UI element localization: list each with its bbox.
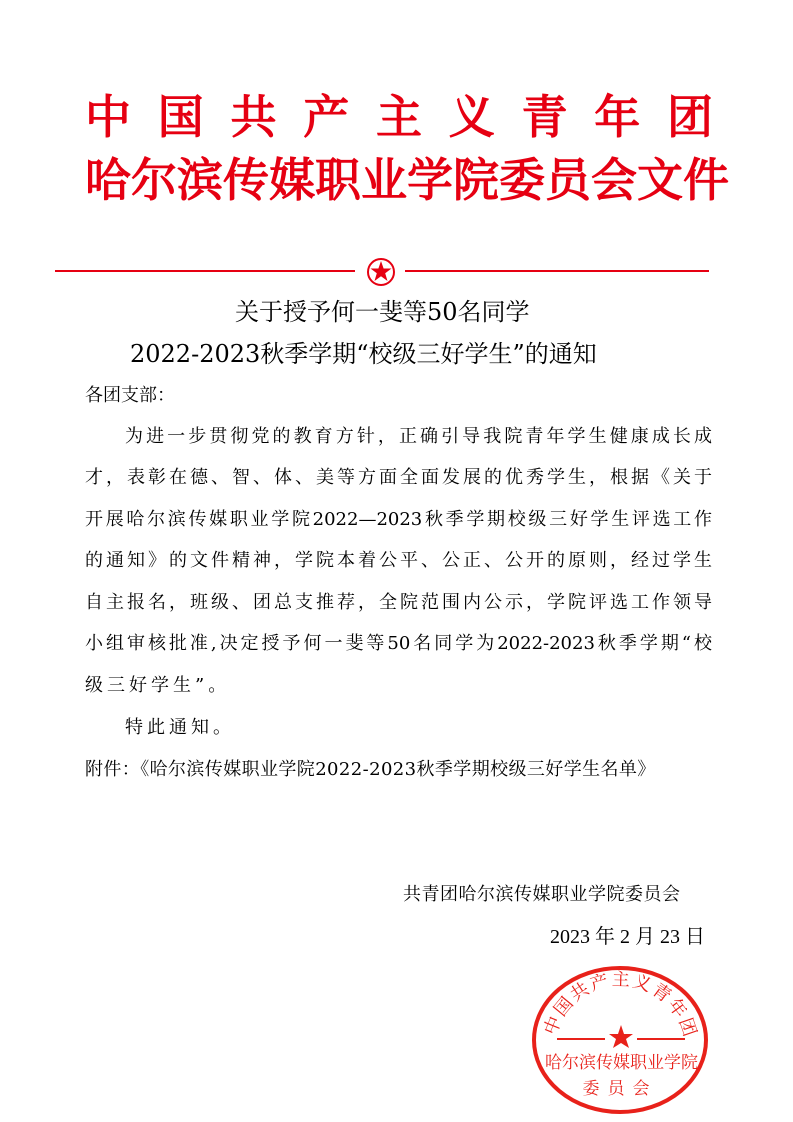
divider-right	[405, 270, 709, 272]
body-line: 自主报名，班级、团总支推荐，全院范围内公示，学院评选工作领导	[85, 592, 712, 613]
body-line: 小组审核批准,决定授予何一斐等50名同学为2022-2023秋季学期“校	[85, 633, 712, 654]
header-line-2: 哈尔滨传媒职业学院委员会文件	[85, 153, 729, 207]
body-line: 才，表彰在德、智、体、美等方面全面发展的优秀学生，根据《关于	[85, 467, 712, 488]
notice-title-line-1: 关于授予何一斐等50名同学	[235, 298, 530, 326]
signature-date: 2023 年 2 月 23 日	[550, 926, 705, 948]
official-seal	[525, 960, 715, 1115]
notice-title-line-2: 2022-2023秋季学期“校级三好学生”的通知	[130, 340, 597, 368]
attachment: 附件：《哈尔滨传媒职业学院2022-2023秋季学期校级三好学生名单》	[85, 759, 656, 780]
closing: 特此通知。	[125, 717, 235, 738]
seal-text-line-2: 委员会	[582, 1079, 658, 1099]
body-line: 为进一步贯彻党的教育方针，正确引导我院青年学生健康成长成	[125, 426, 712, 447]
svg-text:中国共产主义青年团: 中国共产主义青年团	[540, 969, 701, 1042]
signature-org: 共青团哈尔滨传媒职业学院委员会	[403, 884, 681, 905]
seal-text-line-1: 哈尔滨传媒职业学院	[545, 1053, 698, 1073]
star-icon	[366, 257, 396, 287]
salutation: 各团支部：	[85, 385, 175, 406]
body-line: 级三好学生”。	[85, 675, 231, 696]
body-line: 的通知》的文件精神，学院本着公平、公正、公开的原则，经过学生	[85, 550, 712, 571]
header-line-1: 中国共产主义青年团	[85, 90, 713, 144]
divider-left	[55, 270, 355, 272]
body-line: 开展哈尔滨传媒职业学院2022—2023秋季学期校级三好学生评选工作	[85, 509, 712, 530]
